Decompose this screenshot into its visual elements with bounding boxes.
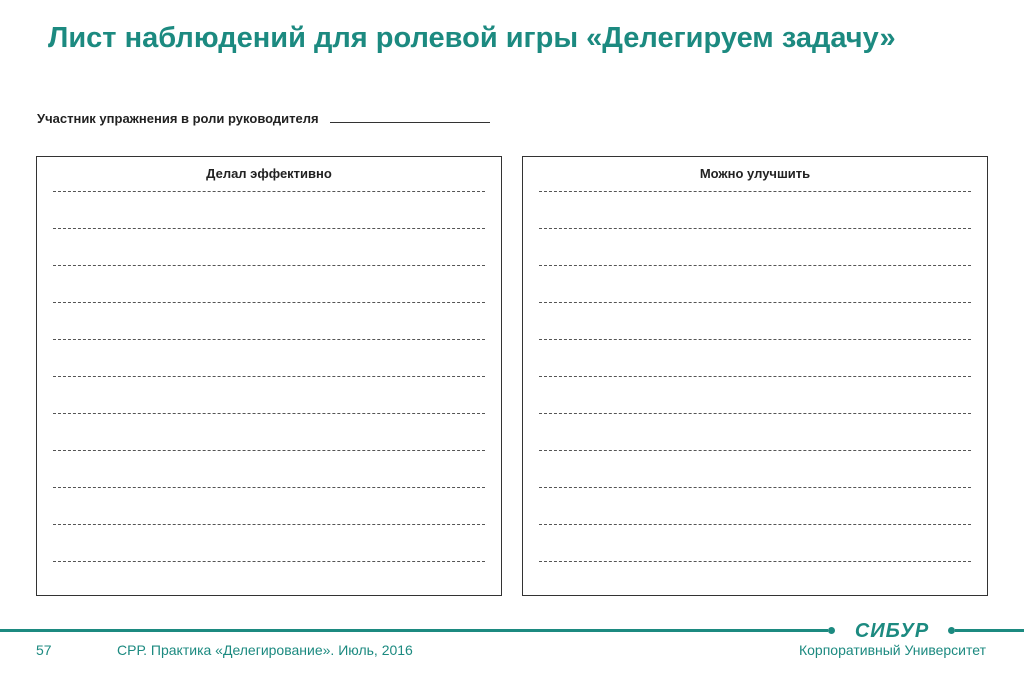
- writing-line[interactable]: [539, 413, 971, 414]
- writing-line[interactable]: [53, 339, 485, 340]
- panel-can-improve: [522, 156, 988, 596]
- writing-line[interactable]: [539, 302, 971, 303]
- participant-field: [37, 110, 490, 126]
- panel-did-effectively: [36, 156, 502, 596]
- writing-line[interactable]: [53, 265, 485, 266]
- writing-line[interactable]: [539, 265, 971, 266]
- sibur-logo-text: СИБУР: [854, 620, 930, 642]
- footer-dot-left: [828, 627, 835, 634]
- footer-divider-right: [955, 629, 1024, 632]
- footer-text: СРР. Практика «Делегирование». Июль, 2016: [117, 642, 413, 658]
- writing-line[interactable]: [539, 487, 971, 488]
- writing-line[interactable]: [53, 191, 485, 192]
- writing-line[interactable]: [539, 191, 971, 192]
- footer-dot-right: [948, 627, 955, 634]
- writing-line[interactable]: [53, 450, 485, 451]
- writing-line[interactable]: [539, 376, 971, 377]
- writing-line[interactable]: [53, 302, 485, 303]
- writing-line[interactable]: [53, 413, 485, 414]
- writing-line[interactable]: [53, 487, 485, 488]
- writing-line[interactable]: [53, 561, 485, 562]
- writing-line[interactable]: [539, 561, 971, 562]
- footer-divider: [0, 629, 828, 632]
- writing-line[interactable]: [539, 450, 971, 451]
- page-title: Лист наблюдений для ролевой игры «Делегируем задачу»: [48, 22, 896, 54]
- page-number: 57: [36, 642, 52, 658]
- sibur-logo: [842, 617, 942, 643]
- participant-blank-line[interactable]: [330, 110, 490, 123]
- panel-header-did-effectively: Делал эффективно: [206, 166, 332, 181]
- writing-line[interactable]: [53, 376, 485, 377]
- writing-line[interactable]: [539, 339, 971, 340]
- writing-line[interactable]: [539, 228, 971, 229]
- writing-line[interactable]: [53, 228, 485, 229]
- panel-header-can-improve: Можно улучшить: [699, 166, 811, 181]
- writing-line[interactable]: [539, 524, 971, 525]
- writing-line[interactable]: [53, 524, 485, 525]
- participant-label: Участник упражнения в роли руководителя: [37, 111, 319, 126]
- footer-org: Корпоративный Университет: [798, 642, 986, 658]
